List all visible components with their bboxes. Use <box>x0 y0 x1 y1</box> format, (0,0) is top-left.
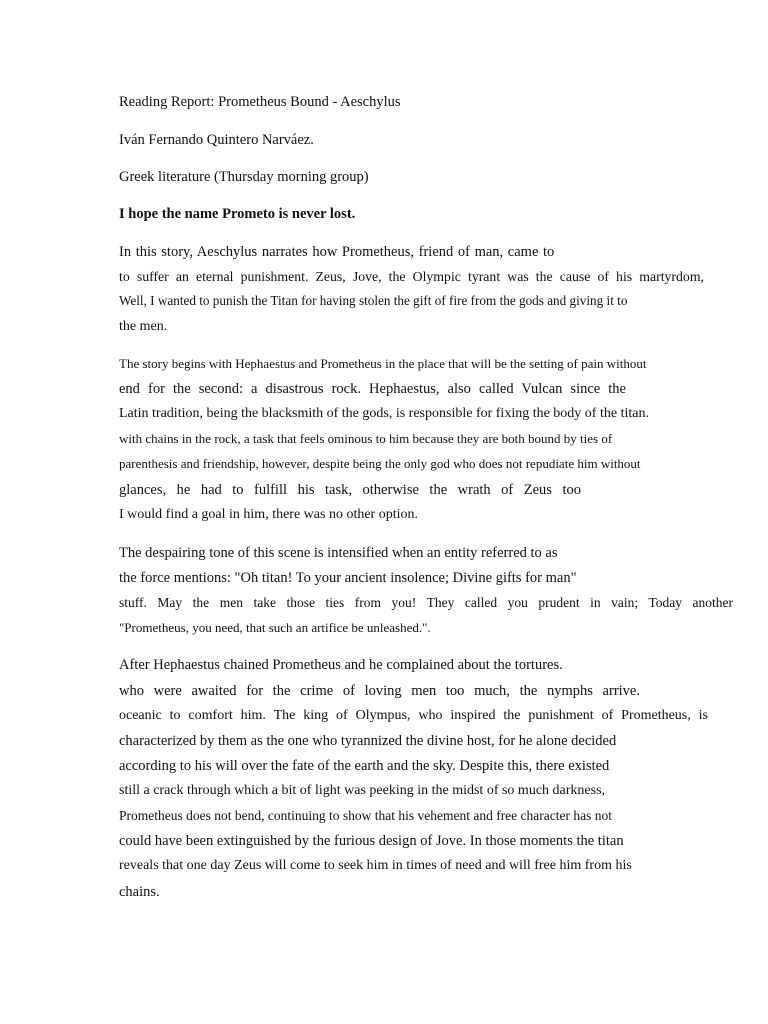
paragraph-1-line-2: to suffer an eternal punishment. Zeus, Jove, the Olympic tyrant was the cause of his martyrdom, <box>119 269 704 284</box>
paragraph-1-line-4: the men. <box>119 319 168 334</box>
paragraph-2-line-6: glances, he had to fulfill his task, otherwise the wrath of Zeus too <box>119 482 581 498</box>
paragraph-3-line-1: The despairing tone of this scene is intensified when an entity referred to as <box>119 545 558 561</box>
report-title: Reading Report: Prometheus Bound - Aeschylus <box>119 94 401 110</box>
paragraph-3-line-4: "Prometheus, you need, that such an artifice be unleashed.". <box>119 620 431 635</box>
paragraph-4-line-7: Prometheus does not bend, continuing to show that his vehement and free character has not <box>119 808 612 823</box>
report-subtitle: I hope the name Prometo is never lost. <box>119 206 356 222</box>
paragraph-4-line-8: could have been extinguished by the furious design of Jove. In those moments the titan <box>119 833 624 849</box>
paragraph-1-line-1: In this story, Aeschylus narrates how Prometheus, friend of man, came to <box>119 244 555 260</box>
author-name: Iván Fernando Quintero Narváez. <box>119 132 314 148</box>
paragraph-4-line-6: still a crack through which a bit of light was peeking in the midst of so much darkness, <box>119 783 606 798</box>
course-name: Greek literature (Thursday morning group) <box>119 169 369 185</box>
paragraph-2-line-3: Latin tradition, being the blacksmith of the gods, is responsible for fixing the body of the titan. <box>119 406 649 421</box>
paragraph-2-line-4: with chains in the rock, a task that feels ominous to him because they are both bound by ties of <box>119 431 613 446</box>
paragraph-4-line-10: chains. <box>119 884 160 900</box>
paragraph-3-line-3: stuff. May the men take those ties from you! They called you prudent in vain; Today another <box>119 595 733 610</box>
paragraph-4-line-9: reveals that one day Zeus will come to seek him in times of need and will free him from his <box>119 858 632 873</box>
paragraph-4-line-5: according to his will over the fate of the earth and the sky. Despite this, there existed <box>119 758 610 774</box>
paragraph-4-line-3: oceanic to comfort him. The king of Olympus, who inspired the punishment of Prometheus, is <box>119 708 708 723</box>
paragraph-1-line-3: Well, I wanted to punish the Titan for having stolen the gift of fire from the gods and giving it to <box>119 293 628 308</box>
paragraph-4-line-1: After Hephaestus chained Prometheus and he complained about the tortures. <box>119 657 563 673</box>
paragraph-4-line-2: who were awaited for the crime of loving men too much, the nymphs arrive. <box>119 683 640 699</box>
paragraph-3-line-2: the force mentions: "Oh titan! To your ancient insolence; Divine gifts for man" <box>119 570 577 586</box>
paragraph-4-line-4: characterized by them as the one who tyrannized the divine host, for he alone decided <box>119 733 617 749</box>
paragraph-2-line-5: parenthesis and friendship, however, despite being the only god who does not repudiate him without <box>119 456 641 471</box>
paragraph-2-line-1: The story begins with Hephaestus and Prometheus in the place that will be the setting of pain without <box>119 356 647 371</box>
paragraph-2-line-7: I would find a goal in him, there was no other option. <box>119 507 418 522</box>
paragraph-2-line-2: end for the second: a disastrous rock. Hephaestus, also called Vulcan since the <box>119 381 626 397</box>
